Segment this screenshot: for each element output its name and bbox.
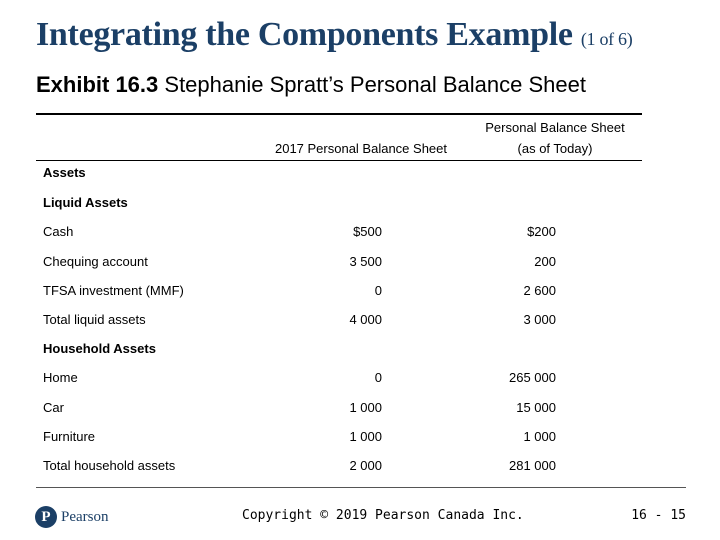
row-label: Chequing account [43, 254, 148, 269]
value-2017: 3 500 [349, 254, 382, 269]
column-header-2017-text: 2017 Personal Balance Sheet [274, 141, 447, 156]
value-today: 281 000 [509, 458, 556, 473]
section-heading: Liquid Assets [43, 195, 128, 210]
table-top-rule [36, 113, 642, 115]
row-label: Total liquid assets [43, 312, 146, 327]
section-heading: Household Assets [43, 341, 156, 356]
value-today: 3 000 [523, 312, 556, 327]
exhibit-title: Stephanie Spratt’s Personal Balance Sheet [158, 72, 586, 97]
value-2017: 0 [374, 283, 382, 298]
copyright-notice: Copyright © 2019 Pearson Canada Inc. [242, 508, 524, 523]
column-header-today [470, 117, 640, 159]
column-header-today-line1: Personal Balance Sheet [485, 120, 625, 135]
pearson-logo-text: Pearson [61, 508, 109, 525]
header-bottom-rule [36, 160, 642, 161]
slide-title [36, 16, 632, 54]
column-header-2017 [252, 138, 470, 159]
exhibit-number: Exhibit 16.3 [36, 72, 159, 97]
row-label: Cash [43, 224, 74, 239]
value-today: $200 [527, 224, 556, 239]
value-today: 15 000 [516, 400, 556, 415]
value-2017: 1 000 [349, 429, 382, 444]
value-today: 200 [534, 254, 556, 269]
slide-title-text: Integrating the Components Example [36, 16, 573, 53]
value-2017: 2 000 [349, 458, 382, 473]
row-label: Car [43, 400, 64, 415]
row-label: Home [43, 370, 78, 385]
column-header-today-line2: (as of Today) [517, 141, 593, 156]
value-2017: $500 [353, 224, 382, 239]
slide-title-suffix: (1 of 6) [580, 29, 633, 49]
pearson-logo-mark: P [35, 506, 57, 528]
value-today: 265 000 [509, 370, 556, 385]
section-heading: Assets [43, 165, 86, 180]
row-label: TFSA investment (MMF) [43, 283, 184, 298]
page-number: 16 - 15 [631, 508, 686, 523]
exhibit-caption [36, 72, 586, 98]
pearson-logo [35, 505, 109, 529]
row-label: Total household assets [43, 458, 176, 473]
row-label: Furniture [43, 429, 96, 444]
footer-rule [36, 487, 686, 488]
value-2017: 4 000 [349, 312, 382, 327]
value-2017: 1 000 [349, 400, 382, 415]
value-2017: 0 [374, 370, 382, 385]
value-today: 2 600 [523, 283, 556, 298]
value-today: 1 000 [523, 429, 556, 444]
